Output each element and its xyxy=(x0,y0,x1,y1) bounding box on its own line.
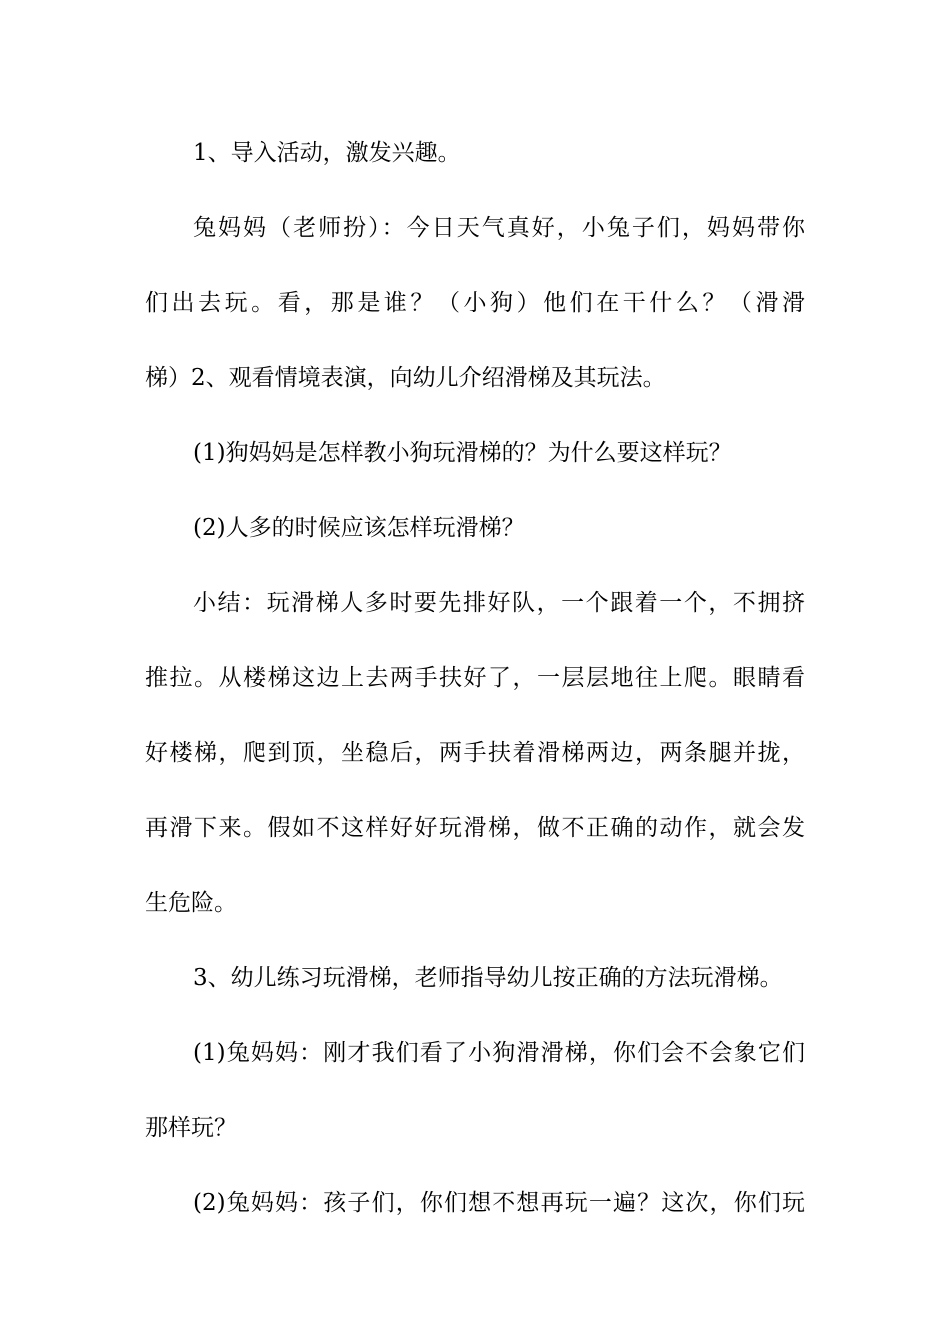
paragraph-line: 小结：玩滑梯人多时要先排好队，一个跟着一个，不拥挤 xyxy=(193,590,805,616)
paragraph-line: 好楼梯，爬到顶，坐稳后，两手扶着滑梯两边，两条腿并拢， xyxy=(145,740,805,766)
paragraph-line: 那样玩？ xyxy=(145,1115,237,1141)
paragraph-line: 梯）2、观看情境表演，向幼儿介绍滑梯及其玩法。 xyxy=(145,365,666,391)
paragraph-line: 兔妈妈（老师扮）：今日天气真好，小兔子们，妈妈带你 xyxy=(193,215,805,241)
paragraph-line: 生危险。 xyxy=(145,890,237,916)
paragraph-line: 推拉。从楼梯这边上去两手扶好了，一层层地往上爬。眼睛看 xyxy=(145,665,805,691)
list-item: (1)狗妈妈是怎样教小狗玩滑梯的？为什么要这样玩？ xyxy=(193,440,732,466)
list-item: (2)兔妈妈：孩子们，你们想不想再玩一遍？这次，你们玩 xyxy=(193,1190,805,1216)
list-item: (1)兔妈妈：刚才我们看了小狗滑滑梯，你们会不会象它们 xyxy=(193,1040,805,1066)
list-item: (2)人多的时候应该怎样玩滑梯？ xyxy=(193,515,525,541)
section-heading-3: 3、幼儿练习玩滑梯，老师指导幼儿按正确的方法玩滑梯。 xyxy=(193,965,783,991)
section-heading-1: 1、导入活动，激发兴趣。 xyxy=(193,140,461,166)
paragraph-line: 再滑下来。假如不这样好好玩滑梯，做不正确的动作，就会发 xyxy=(145,815,805,841)
paragraph-line: 们出去玩。看，那是谁？（小狗）他们在干什么？（滑滑 xyxy=(145,290,805,316)
